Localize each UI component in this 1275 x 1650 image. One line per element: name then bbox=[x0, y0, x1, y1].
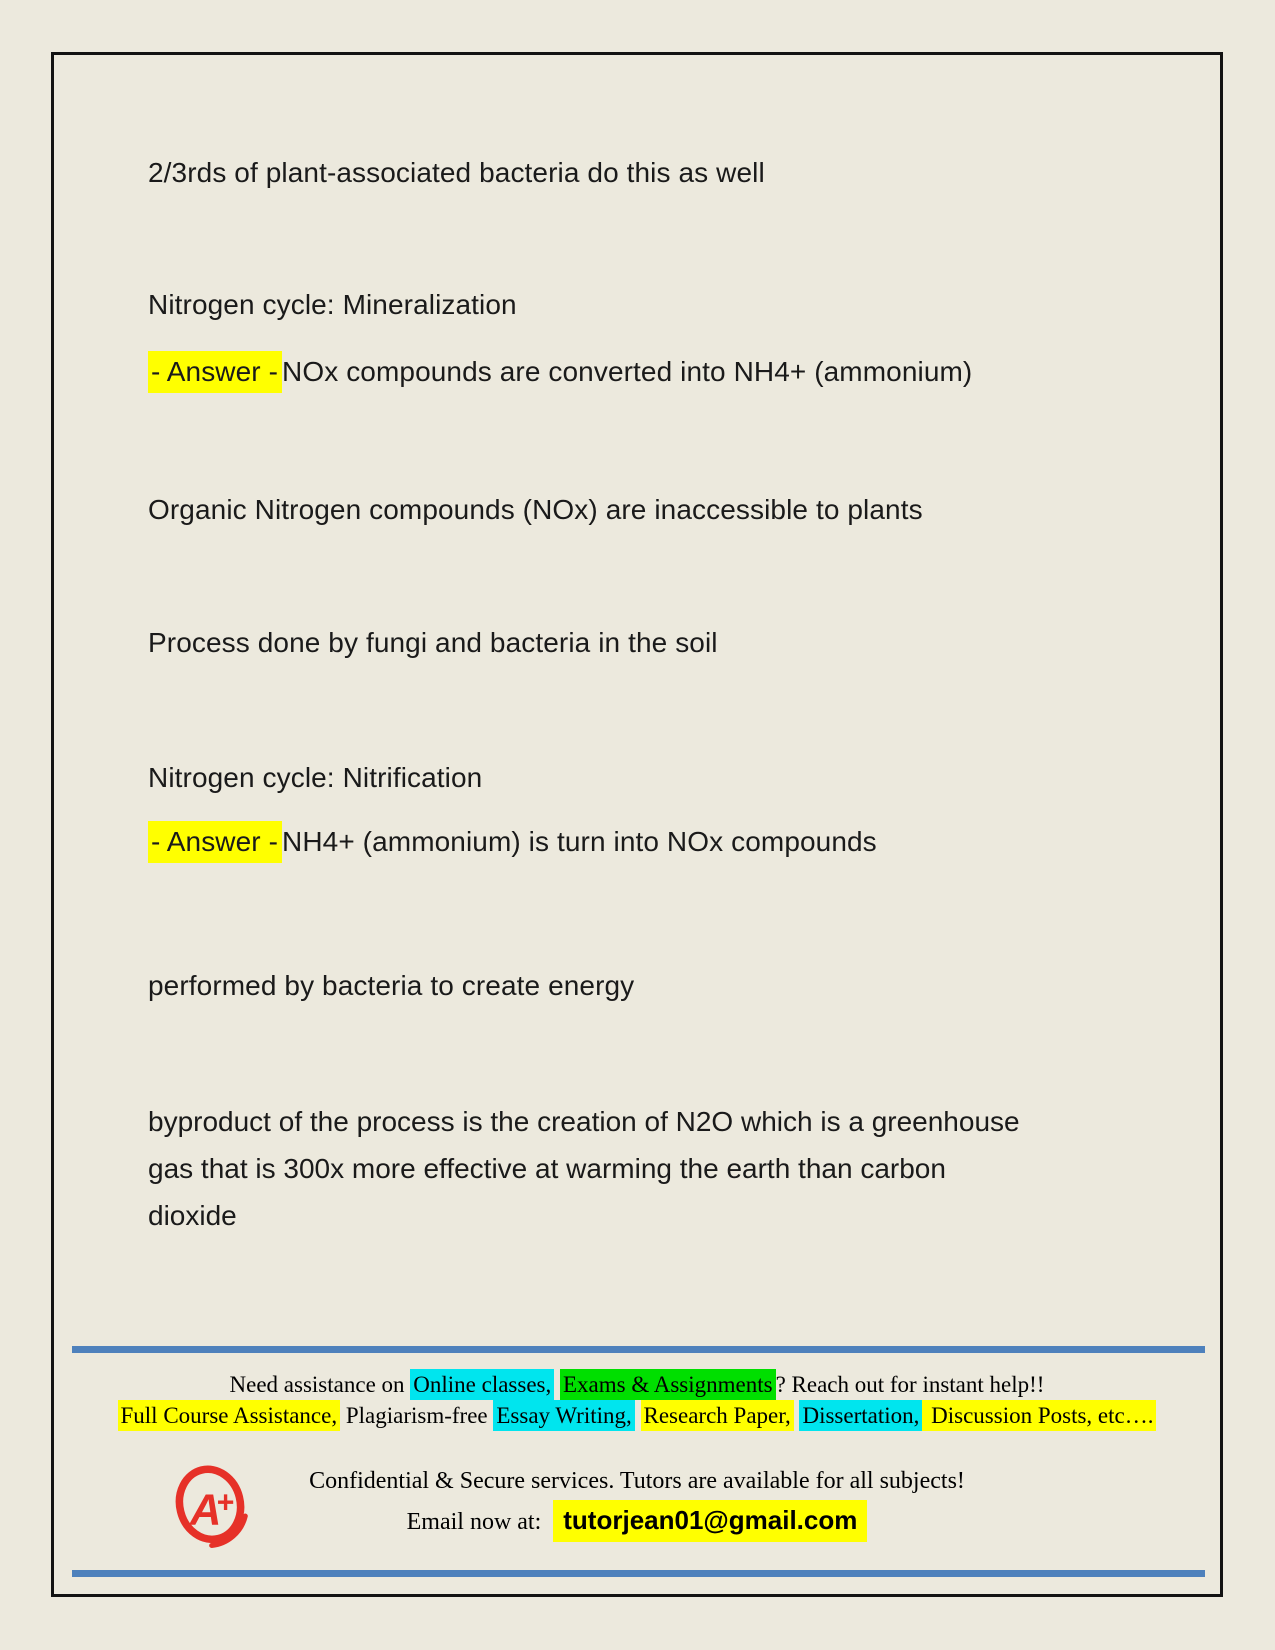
question-text: Nitrogen cycle: Nitrification bbox=[148, 762, 483, 793]
body-text: performed by bacteria to create energy bbox=[148, 970, 635, 1001]
svg-text:A: A bbox=[189, 1485, 222, 1535]
body-line-organic-nitrogen bbox=[148, 490, 923, 530]
highlight-exams-assignments: Exams & Assignments bbox=[560, 1369, 776, 1400]
body-text: Organic Nitrogen compounds (NOx) are inaccessible to plants bbox=[148, 494, 923, 525]
footer-line-1 bbox=[51, 1369, 1223, 1400]
svg-text:+: + bbox=[216, 1486, 235, 1520]
answer-label-highlight: - Answer - bbox=[148, 821, 282, 863]
body-line-1 bbox=[148, 153, 765, 193]
footer-line-2 bbox=[51, 1400, 1223, 1431]
email-row bbox=[51, 1505, 1223, 1536]
footer-text: ? Reach out for instant help!! bbox=[775, 1372, 1045, 1397]
highlight-essay-writing: Essay Writing, bbox=[493, 1400, 634, 1431]
body-text: Process done by fungi and bacteria in the soil bbox=[148, 627, 718, 658]
body-line-process bbox=[148, 623, 718, 663]
answer-nitrification bbox=[148, 822, 877, 862]
highlight-full-course-assistance: Full Course Assistance, bbox=[118, 1400, 341, 1431]
divider-top-rule bbox=[72, 1346, 1205, 1353]
answer-text: NH4+ (ammonium) is turn into NOx compounds bbox=[282, 826, 877, 857]
answer-text: NOx compounds are converted into NH4+ (ammonium) bbox=[282, 356, 973, 387]
footer-text: Plagiarism-free bbox=[340, 1403, 494, 1428]
answer-mineralization bbox=[148, 352, 972, 392]
highlight-dissertation: Dissertation, bbox=[799, 1400, 922, 1431]
paragraph-line-2: gas that is 300x more effective at warming the earth than carbon bbox=[148, 1153, 946, 1184]
divider-bottom-rule bbox=[72, 1570, 1205, 1577]
paragraph-byproduct bbox=[148, 1098, 1020, 1239]
body-text: 2/3rds of plant-associated bacteria do this as well bbox=[148, 157, 765, 188]
question-nitrification bbox=[148, 758, 482, 798]
footer-text: Need assistance on bbox=[229, 1372, 411, 1397]
email-address: tutorjean01@gmail.com bbox=[553, 1500, 867, 1542]
footer-text bbox=[635, 1403, 641, 1428]
question-text: Nitrogen cycle: Mineralization bbox=[148, 289, 517, 320]
paragraph-line-3: dioxide bbox=[148, 1200, 237, 1231]
highlight-online-classes: Online classes, bbox=[410, 1369, 554, 1400]
question-mineralization bbox=[148, 285, 517, 325]
paragraph-line-1: byproduct of the process is the creation of N2O which is a greenhouse bbox=[148, 1106, 1020, 1137]
email-label: Email now at: bbox=[406, 1509, 542, 1535]
highlight-research-paper: Research Paper, bbox=[641, 1400, 794, 1431]
highlight-discussion-posts: Discussion Posts, etc…. bbox=[922, 1400, 1156, 1431]
answer-label-highlight: - Answer - bbox=[148, 351, 282, 393]
body-line-performed bbox=[148, 966, 634, 1006]
confidential-line: Confidential & Secure services. Tutors are available for all subjects! bbox=[309, 1468, 965, 1494]
